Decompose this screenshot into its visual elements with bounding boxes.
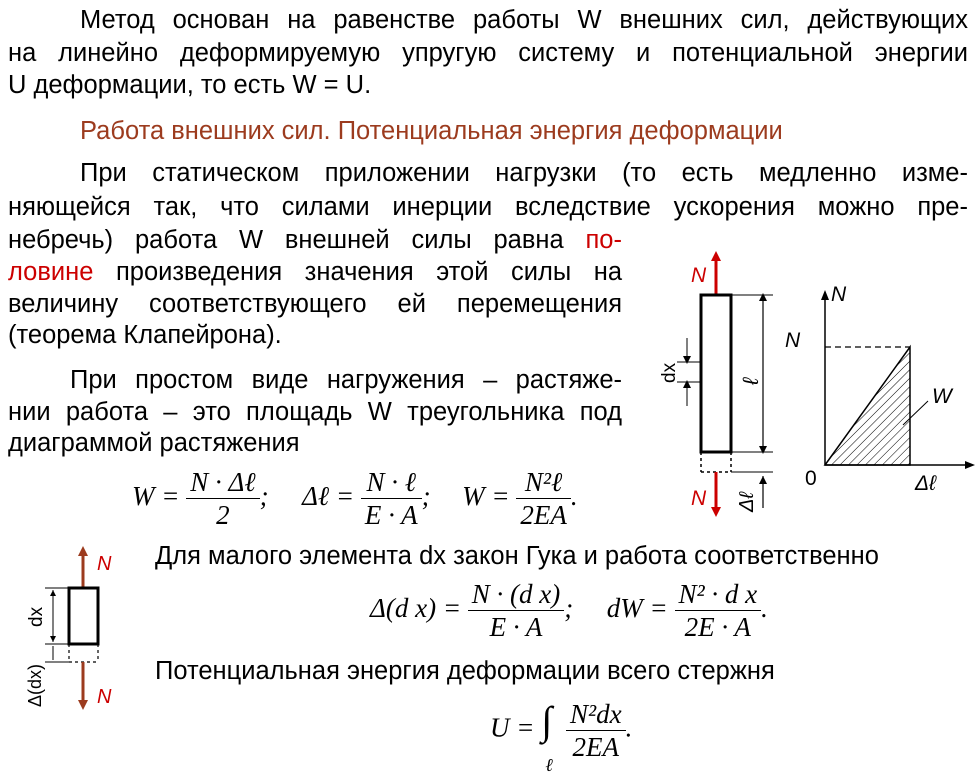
formula-elongation: Δℓ = $\frac{\text{N · ℓ}}{E \cdot A}$ ;: [302, 467, 431, 530]
formula-hooke-element: Δ(d x) = $\frac{\text{N · (d x)}}{E \cdot A}$ ;: [370, 579, 574, 642]
level-label: N: [785, 329, 801, 352]
elongation-label: Δℓ: [736, 492, 758, 512]
formula-work: W = $\frac{\text{N · Δℓ}}{2}$ ;: [132, 467, 269, 530]
para5: Потенциальная энергия деформации всего стержня: [155, 657, 775, 685]
dx-label: dx: [659, 362, 680, 383]
length-label: ℓ: [738, 377, 763, 385]
highlight-half-a: по-: [585, 226, 622, 254]
para2-line-1: При статическом приложении нагрузки (то есть медленно изме-: [80, 159, 968, 187]
rod-body: [701, 295, 731, 452]
intro-line-1: Метод основан на равенстве работы W внешних сил, действующих: [80, 6, 968, 34]
formula-work-element: dW = $\frac{\text{N² · d x}}{2E \cdot A}$ .: [606, 579, 768, 642]
highlight-half-b: ловине: [8, 258, 94, 286]
intro-line-2: на линейно деформируемую упругую систему и потенциальной энергии: [8, 39, 968, 67]
force-label-top: N: [691, 264, 707, 287]
element-body: [69, 588, 98, 644]
element-force-label-top: N: [97, 553, 112, 575]
formula-row-1: [132, 466, 578, 531]
formula-work-energy: W = $\frac{\text{N²ℓ}}{2EA}$ .: [462, 467, 578, 530]
section-heading: Работа внешних сил. Потенциальная энергия деформации: [80, 117, 783, 145]
para3-line-2: нии работа – это площадь W треугольника под: [8, 398, 622, 426]
intro-line-3: U деформации, то есть W = U.: [8, 71, 372, 99]
rod-tension-figure: [655, 250, 785, 520]
para2-line-3: небречь) работа W внешней силы равна по-: [8, 226, 622, 254]
para2-line-6: (теорема Клапейрона).: [8, 321, 282, 349]
element-figure: [25, 545, 125, 720]
tension-diagram: [775, 275, 975, 500]
origin-label: 0: [805, 467, 817, 490]
formula-potential-energy: U = ∫ ℓ $\frac{\text{N²dx}}{2EA}$ .: [490, 697, 633, 775]
x-axis-label: Δℓ: [915, 472, 936, 495]
force-label-bottom: N: [691, 487, 707, 510]
work-label: W: [932, 385, 952, 408]
para2-line-4: ловине произведения значения этой силы на: [8, 258, 622, 286]
para2-line-2: няющейся так, что силами инерции вследствие ускорения можно пре-: [8, 193, 968, 221]
work-area: [825, 347, 910, 465]
element-force-label-bottom: N: [97, 686, 112, 708]
element-dx-label: dx: [26, 606, 47, 627]
element-delta-label: Δ(dx): [25, 663, 45, 707]
y-axis-label: N: [831, 283, 847, 306]
para3-line-3: диаграммой растяжения: [8, 429, 300, 457]
para2-line-5: величину соответствующего ей перемещения: [8, 290, 622, 318]
para4: Для малого элемента dx закон Гука и работа соответственно: [155, 542, 879, 570]
formula-row-2: [370, 578, 768, 643]
para3-line-1: При простом виде нагружения – растяже-: [70, 366, 622, 394]
